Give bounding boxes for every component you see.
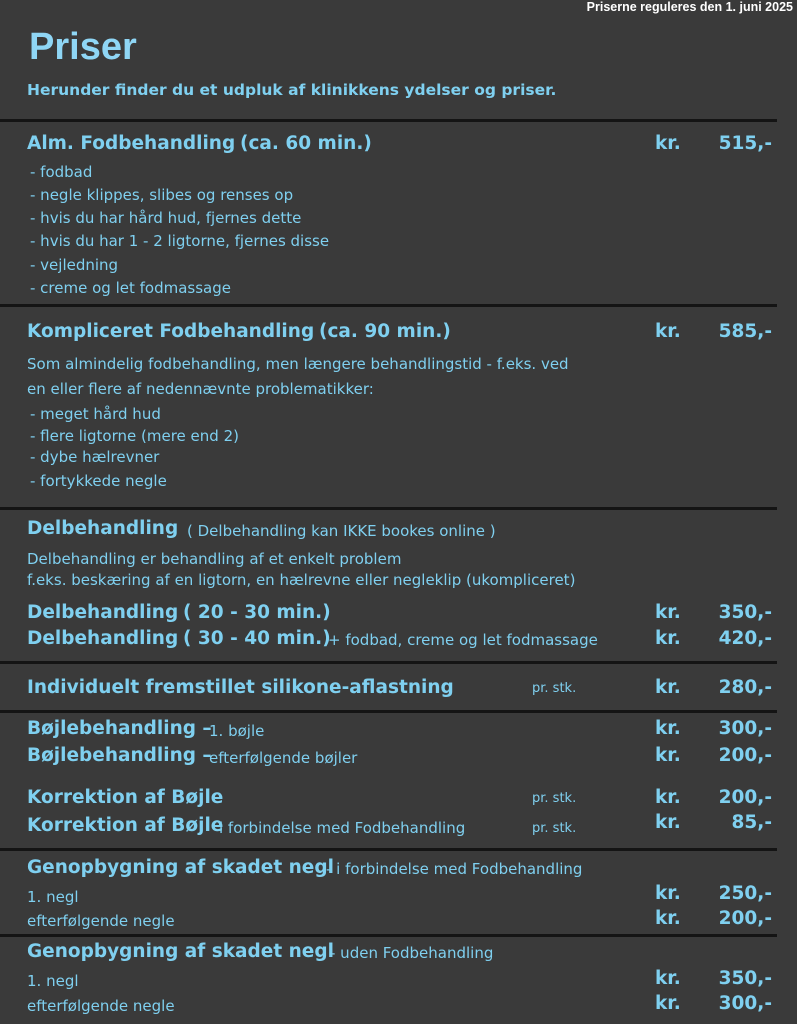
currency-label: kr. xyxy=(655,812,681,833)
service-duration: (ca. 90 min.) xyxy=(319,321,451,342)
list-item: - dybe hælrevner xyxy=(30,448,160,466)
service-name: Alm. Fodbehandling xyxy=(27,133,236,154)
service-extra: - i forbindelse med Fodbehandling xyxy=(326,860,583,878)
divider xyxy=(0,934,777,937)
currency-label: kr. xyxy=(655,133,681,154)
service-description: Som almindelig fodbehandling, men længere behandlingstid - f.eks. ved xyxy=(27,355,569,373)
service-description: en eller flere af nedennævnte problematikker: xyxy=(27,380,374,398)
service-row-label: efterfølgende negle xyxy=(27,997,175,1015)
service-price: 200,- xyxy=(718,908,772,929)
list-item: - fodbad xyxy=(30,163,93,181)
service-name: Delbehandling xyxy=(27,628,179,649)
divider xyxy=(0,304,777,307)
service-duration xyxy=(240,133,372,154)
service-price: 85,- xyxy=(731,812,772,833)
service-row-label: 1. negl xyxy=(27,972,79,990)
service-description: f.eks. beskæring af en ligtorn, en hælrevne eller negleklip (ukompliceret) xyxy=(27,571,576,589)
service-description: Delbehandling er behandling af et enkelt problem xyxy=(27,550,402,568)
service-extra: i forbindelse med Fodbehandling xyxy=(219,819,466,837)
service-price: 200,- xyxy=(718,745,772,766)
service-duration: ( 20 - 30 min.) xyxy=(183,602,331,623)
currency-label: kr. xyxy=(655,883,681,904)
divider xyxy=(0,507,777,510)
list-item: - negle klippes, slibes og renses op xyxy=(30,186,294,204)
per-piece-label: pr. stk. xyxy=(532,681,577,696)
list-item: - fortykkede negle xyxy=(30,472,167,490)
currency-label: kr. xyxy=(655,993,681,1014)
service-name: Korrektion af Bøjle xyxy=(27,815,224,836)
list-item: - flere ligtorne (mere end 2) xyxy=(30,427,239,445)
service-extra: - uden Fodbehandling xyxy=(330,944,494,962)
service-price: 300,- xyxy=(718,718,772,739)
service-name: Bøjlebehandling – xyxy=(27,718,212,739)
service-duration: ( 30 - 40 min.) xyxy=(183,628,331,649)
service-price: 350,- xyxy=(718,968,772,989)
service-row-label: efterfølgende negle xyxy=(27,912,175,930)
divider xyxy=(0,710,777,713)
list-item: - meget hård hud xyxy=(30,405,161,423)
service-name: Delbehandling xyxy=(27,518,179,539)
service-name: Delbehandling xyxy=(27,602,179,623)
service-name: Korrektion af Bøjle xyxy=(27,787,224,808)
service-price: 250,- xyxy=(718,883,772,904)
service-name: Individuelt fremstillet silikone-aflastning xyxy=(27,677,454,698)
service-price: 300,- xyxy=(718,993,772,1014)
service-name: Kompliceret Fodbehandling xyxy=(27,321,315,342)
service-name: Genopbygning af skadet negl xyxy=(27,857,334,878)
currency-label: kr. xyxy=(655,908,681,929)
service-price: 350,- xyxy=(718,602,772,623)
divider xyxy=(0,848,777,851)
service-name: Genopbygning af skadet negl xyxy=(27,941,334,962)
currency-label: kr. xyxy=(655,787,681,808)
page-title: Priser xyxy=(29,26,137,68)
list-item: - creme og let fodmassage xyxy=(30,279,231,297)
service-extra: 1. bøjle xyxy=(209,722,265,740)
currency-label: kr. xyxy=(655,677,681,698)
currency-label: kr. xyxy=(655,321,681,342)
per-piece-label: pr. stk. xyxy=(532,821,577,836)
price-regulation-notice: Priserne reguleres den 1. juni 2025 xyxy=(586,0,793,14)
service-extra: efterfølgende bøjler xyxy=(209,749,358,767)
service-extra: + fodbad, creme og let fodmassage xyxy=(328,631,598,649)
booking-note: ( Delbehandling kan IKKE bookes online ) xyxy=(187,522,496,540)
divider xyxy=(0,661,777,664)
service-price: 585,- xyxy=(718,321,772,342)
service-price: 200,- xyxy=(718,787,772,808)
intro-text: Herunder finder du et udpluk af klinikkens ydelser og priser. xyxy=(27,81,557,99)
currency-label: kr. xyxy=(655,718,681,739)
currency-label: kr. xyxy=(655,602,681,623)
service-price: 515,- xyxy=(718,133,772,154)
list-item: - vejledning xyxy=(30,256,119,274)
service-name: Bøjlebehandling – xyxy=(27,745,212,766)
service-price: 280,- xyxy=(718,677,772,698)
list-item: - hvis du har 1 - 2 ligtorne, fjernes disse xyxy=(30,232,330,250)
service-price: 420,- xyxy=(718,628,772,649)
per-piece-label: pr. stk. xyxy=(532,791,577,806)
list-item: - hvis du har hård hud, fjernes dette xyxy=(30,209,302,227)
currency-label: kr. xyxy=(655,628,681,649)
currency-label: kr. xyxy=(655,745,681,766)
divider xyxy=(0,119,777,122)
duration-text: (ca. 60 min.) xyxy=(240,133,372,154)
currency-label: kr. xyxy=(655,968,681,989)
service-row-label: 1. negl xyxy=(27,888,79,906)
